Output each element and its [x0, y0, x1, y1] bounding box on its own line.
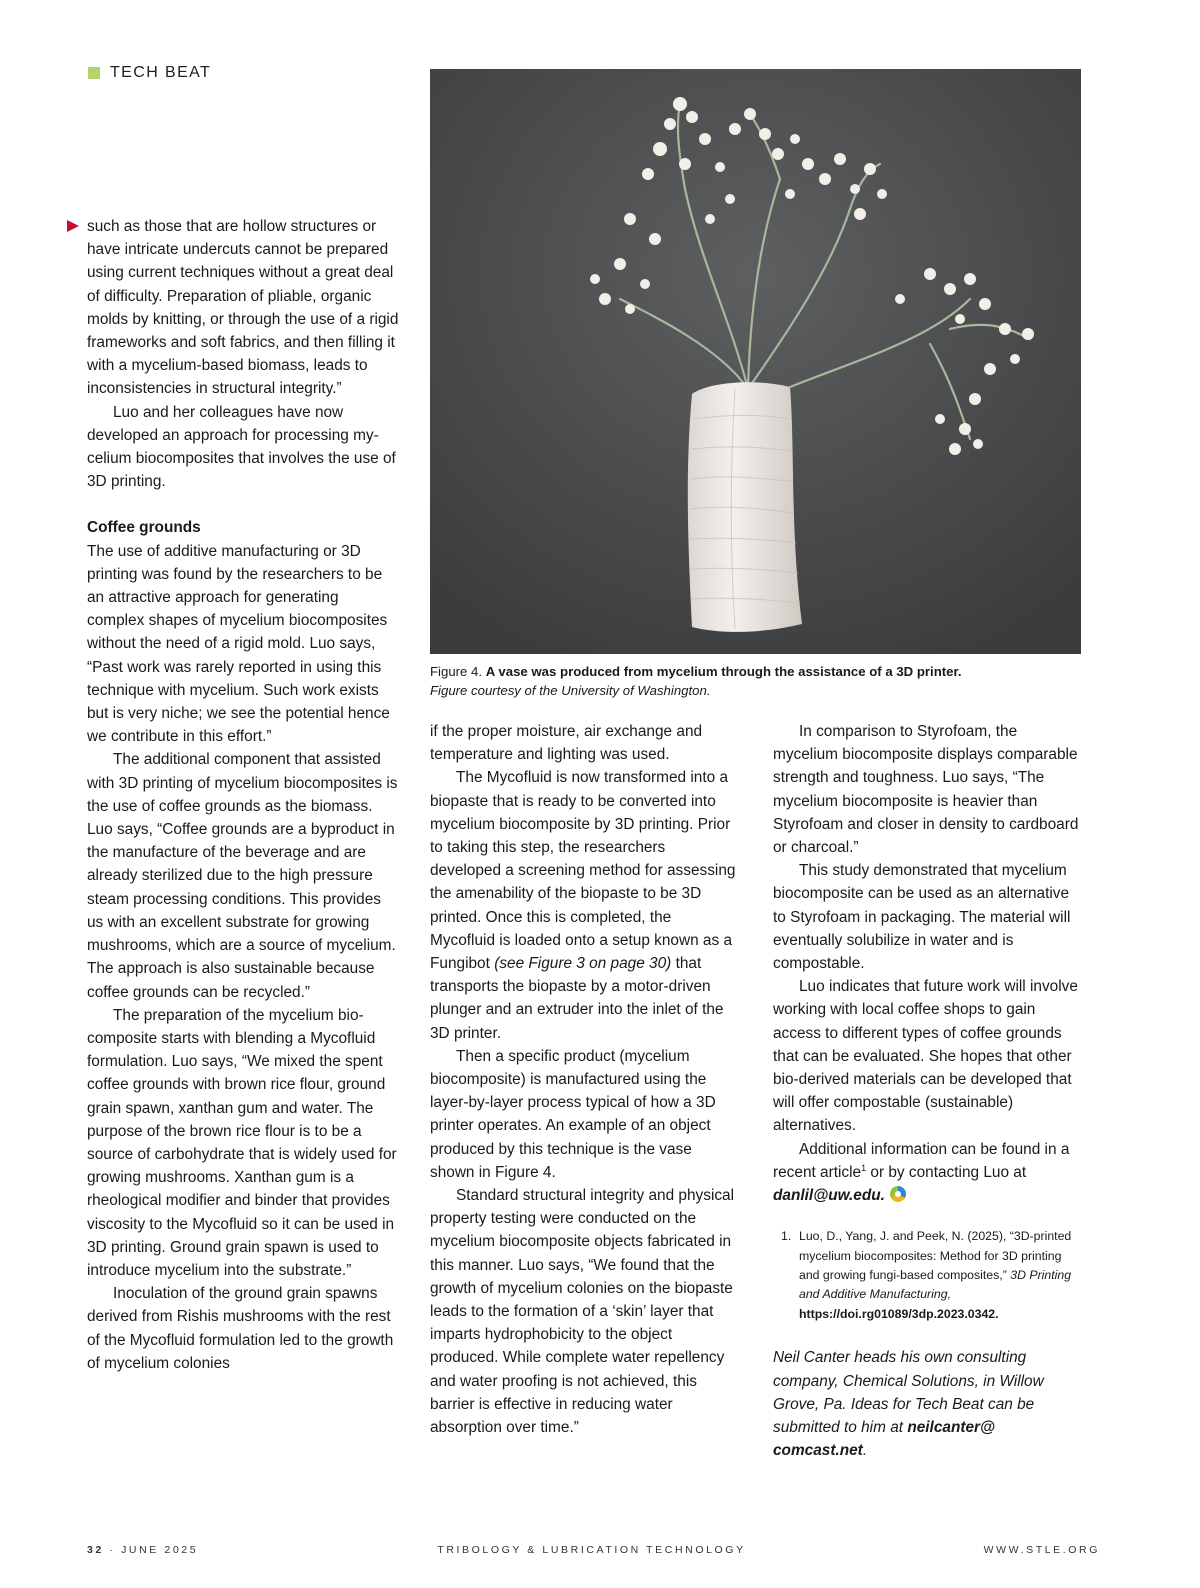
paragraph: Then a specific product (mycelium biocomposite) is manufactured using the layer-by-layer process typical of how a 3D printer operates. An example of an object produced by this technique is the vase shown in Figure 4. [430, 1047, 716, 1181]
paragraph-text: The Mycofluid is now transformed into a biopaste that is ready to be converted into mycelium biocomposite by 3D printing. Prior to taking this step, the researchers developed a screening method for assessing the amenability of the biopaste to be 3D printed. Once this is completed, the Mycofluid is loaded onto a setup known as a Fungibot [430, 769, 736, 973]
figure-photo-vase [430, 69, 1081, 654]
reference-text: Luo, D., Yang, J. and Peek, N. (2025), “3D-printed mycelium biocomposites: Method for 3D printing and growing fungi-based composites,” [799, 1229, 1072, 1283]
reference-journal: 3D Printing and Additive Manufacturing, [799, 1268, 1072, 1302]
paragraph-contact [773, 1138, 1083, 1208]
paragraph: Luo and her colleagues have now developed an approach for processing mycelium biocomposites that involves the use of 3D printing. [87, 403, 396, 491]
article-column-2 [430, 720, 740, 1439]
stle-end-mark-icon [890, 1186, 906, 1202]
article-column-3 [773, 720, 1083, 1462]
article-column-1 [87, 215, 399, 1375]
website-link[interactable]: WWW.STLE.ORG [983, 1544, 1100, 1556]
continuation-arrow-icon [67, 220, 79, 232]
paragraph-text: Additional information can be found in a recent article [773, 1140, 1070, 1181]
bio-end: . [862, 1442, 868, 1460]
figure-credit: Figure courtesy of the University of Washington. [430, 683, 711, 698]
reference-1 [773, 1227, 1083, 1324]
issue-date: JUNE 2025 [121, 1544, 199, 1556]
author-bio [773, 1346, 1083, 1462]
reference-doi-link[interactable]: https://doi.rg01089/3dp.2023.0342. [799, 1306, 999, 1321]
contact-email-link[interactable]: danlil@uw.edu. [773, 1187, 885, 1205]
paragraph: The additional component that assisted with 3D printing of mycelium biocomposites is the use of coffee grounds as the biomass. Luo says, “Coffee grounds are a byproduct in the manufacture of the beverage and are already sterilized due to the high pressure steam processing conditions. This provides us with an excellent substrate for growing mushrooms, which are a source of mycelium. The approach is also sustainable because coffee grounds can be recycled.” [87, 751, 398, 1001]
paragraph: This study demonstrated that mycelium biocomposite can be used as an alternative to Styrofoam in packaging. The material will eventually solubilize in water and is compostable. [773, 862, 1071, 973]
bio-text: Neil Canter heads his own consulting company, Chemical Solutions, in Willow Grove, Pa. Ideas for Tech Beat can be submitted to him at [773, 1349, 1044, 1436]
figure-caption [430, 662, 1081, 700]
section-marker-square [88, 67, 100, 79]
figure-label: Figure 4. [430, 664, 483, 679]
figure-caption-text: A vase was produced from mycelium through the assistance of a 3D printer. [485, 664, 962, 679]
paragraph: Standard structural integrity and physical property testing were conducted on the mycelium biocomposite objects fabricated in this manner. Luo says, “We found that the growth of mycelium colonies on the biopaste leads to the formation of a ‘skin’ layer that imparts hydrophobicity to the object produced. While complete water repellency and water proofing is not achieved, this barrier is effective in reducing water absorption over time.” [430, 1187, 735, 1437]
page-number: 32 [87, 1544, 104, 1556]
paragraph: The preparation of the mycelium biocomposite starts with blending a Mycofluid formulation. Luo says, “We mixed the spent coffee grounds with brown rice flour, ground grain spawn, xanthan gum and water. The purpose of the brown rice flour is to be a source of carbohydrate that is widely used for growing mushrooms. Xanthan gum is a rheological modifier and binder that provides viscosity to the Mycofluid so it can be used in 3D printing. Ground grain spawn is used to introduce mycelium into the substrate.” [87, 1006, 397, 1279]
paragraph: if the proper moisture, air exchange and temperature and lighting was used. [430, 723, 703, 764]
paragraph-fungibot [430, 766, 740, 1044]
footer-separator: · [109, 1544, 116, 1556]
publication-name: TRIBOLOGY & LUBRICATION TECHNOLOGY [437, 1544, 746, 1556]
paragraph-text: that transports the biopaste by a motor-driven plunger and an extruder into the inlet of the 3D printer. [430, 955, 724, 1042]
subheading-coffee-grounds: Coffee grounds [87, 519, 201, 537]
figure-cross-reference: (see Figure 3 on page 30) [494, 955, 672, 973]
reference-number: 1. [781, 1229, 792, 1244]
paragraph: In comparison to Styrofoam, the mycelium biocomposite displays comparable strength and toughness. Luo says, “The mycelium biocomposite is heavier than Styrofoam and closer in density to cardboard or charcoal.” [773, 723, 1079, 857]
paragraph: Inoculation of the ground grain spawns derived from Rishis mushrooms with the rest of the Mycofluid formulation led to the growth of mycelium colonies [87, 1285, 394, 1372]
footnote-marker[interactable]: 1 [861, 1162, 867, 1173]
paragraph-text: or by contacting Luo at [870, 1163, 1027, 1181]
section-tag [88, 64, 211, 82]
paragraph: The use of additive manufacturing or 3D printing was found by the researchers to be an attractive approach for generating complex shapes of mycelium biocomposites without the need of a rigid mold. Luo says, “Past work was rarely reported in using this technique with mycelium. Such work exists but is very niche; we see the potential hence we contribute in this effort.” [87, 542, 390, 746]
paragraph: Luo indicates that future work will involve working with local coffee shops to gain access to different types of coffee grounds that can be evaluated. She hopes that other bio-derived materials can be developed that will offer compostable (sustainable) alternatives. [773, 978, 1078, 1135]
section-label: TECH BEAT [110, 64, 212, 81]
author-email-link[interactable]: neilcanter@ comcast.net [773, 1418, 996, 1460]
paragraph: such as those that are hollow structures or have intricate undercuts cannot be prepared using current techniques without a great deal of difficulty. Preparation of pliable, organic molds by knitting, or through the use of a rigid frameworks and soft fabrics, and then filling it with a mycelium-based biomass, leads to inconsistencies in structural integrity.” [87, 218, 399, 398]
